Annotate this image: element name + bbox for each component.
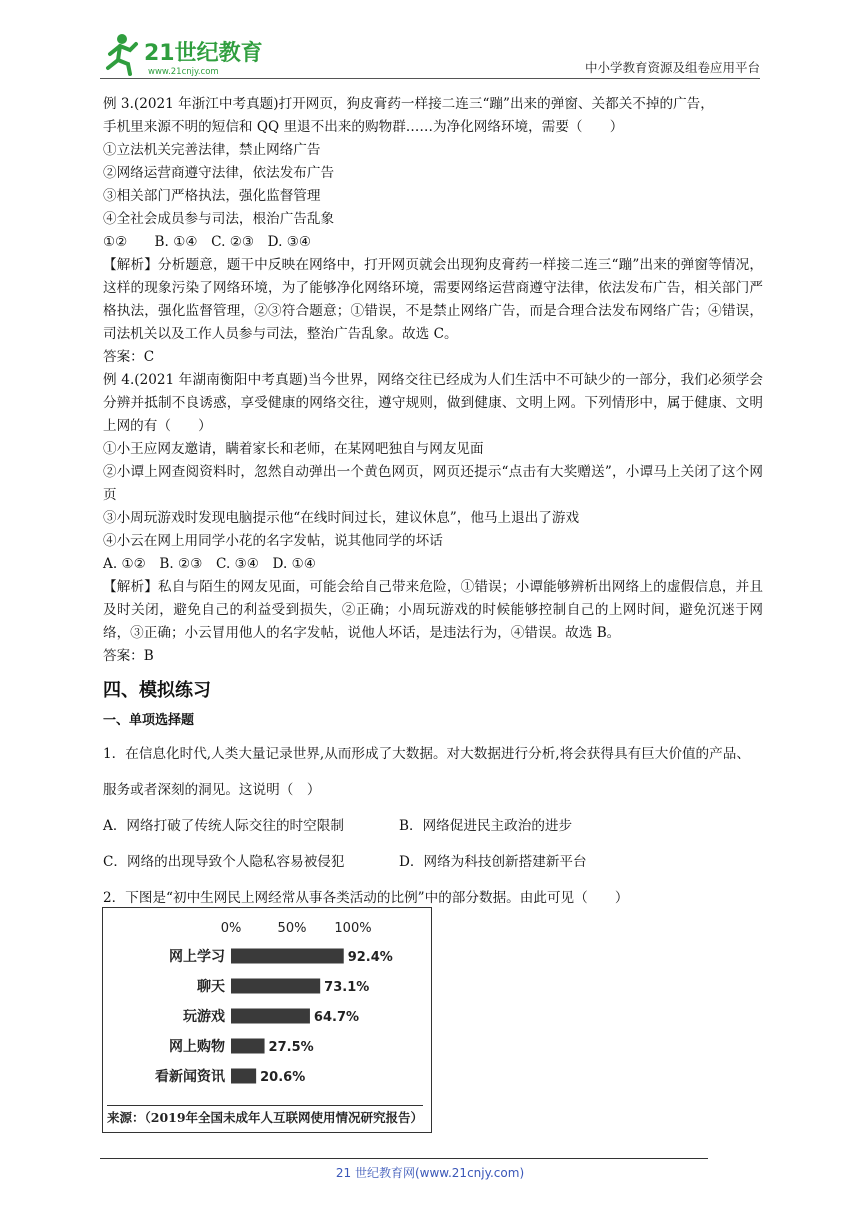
example3-item-1: ①立法机关完善法律，禁止网络广告 (103, 142, 321, 158)
example3-stem-line2: 手机里来源不明的短信和 QQ 里退不出来的购物群……为净化网络环境，需要（ ） (103, 119, 624, 135)
category-label: 网上购物 (169, 1039, 225, 1055)
header-platform-text: 中小学教育资源及组卷应用平台 (584, 60, 760, 75)
question1-options-row1 (103, 808, 763, 844)
category-label: 玩游戏 (183, 1009, 225, 1025)
question1-option-a: A．网络打破了传统人际交往的时空限制 (103, 818, 344, 834)
svg-text:www.21cnjy.com: www.21cnjy.com (148, 67, 219, 77)
section-title: 四、模拟练习 (103, 680, 211, 701)
bar (231, 1039, 265, 1054)
example3-item-2: ②网络运营商遵守法律，依法发布广告 (103, 165, 335, 181)
axis-tick-label: 50% (277, 921, 307, 936)
example4-item-1: ①小王应网友邀请，瞒着家长和老师，在某网吧独自与网友见面 (103, 441, 484, 457)
page-header (100, 28, 760, 80)
value-label: 92.4% (347, 950, 393, 965)
axis-tick-label: 0% (220, 921, 242, 936)
example4-stem: 例 4.(2021 年湖南衡阳中考真题)当今世界，网络交往已经成为人们生活中不可缺少的一部分，我们必须学会分辨并抵制不良诱惑，享受健康的网络交往，遵守规则，做到健康、文明上网。下列情形中，属于健康、文明上网的有（ ） (103, 372, 763, 434)
question1-option-c: C．网络的出现导致个人隐私容易被侵犯 (103, 854, 345, 870)
bar (231, 949, 344, 964)
footer-divider (100, 1158, 708, 1159)
section-subtitle: 一、单项选择题 (103, 713, 195, 728)
value-label: 64.7% (313, 1010, 360, 1025)
runner-icon (108, 34, 136, 74)
example3-item-4: ④全社会成员参与司法，根治广告乱象 (103, 211, 335, 227)
question1-option-b: B．网络促进民主政治的进步 (399, 818, 573, 834)
question1-stem: 1．在信息化时代,人类大量记录世界,从而形成了大数据。对大数据进行分析,将会获得具有巨大价值的产品、服务或者深刻的洞见。这说明（ ） (103, 746, 750, 798)
header-divider (100, 78, 760, 79)
example3-analysis: 【解析】分析题意，题干中反映在网络中，打开网页就会出现狗皮膏药一样接二连三“蹦”出来的弹窗等情况，这样的现象污染了网络环境，为了能够净化网络环境，需要网络运营商遵守法律，依法发布广告，相关部门严格执法，强化监督管理，②③符合题意；①错误，不是禁止网络广告，而是合理合法发布网络广告；④错误，司法机关以及工作人员参与司法，整治广告乱象。故选 C。 (103, 257, 763, 342)
example4-options: A. ①② B. ②③ C. ③④ D. ①④ (103, 556, 316, 572)
example4-analysis: 【解析】私自与陌生的网友见面，可能会给自己带来危险，①错误；小谭能够辨析出网络上的虚假信息，并且及时关闭，避免自己的利益受到损失，②正确；小周玩游戏的时候能够控制自己的上网时间，避免沉迷于网络，③正确；小云冒用他人的名字发帖，说他人坏话，是违法行为，④错误。故选 B。 (103, 579, 763, 641)
category-label: 看新闻资讯 (155, 1069, 225, 1085)
question1-option-d: D．网络为科技创新搭建新平台 (399, 854, 587, 870)
footer-link[interactable]: 21 世纪教育网(www.21cnjy.com) (335, 1166, 525, 1180)
value-label: 27.5% (268, 1040, 314, 1055)
chart-source: 来源：（2019年全国未成年人互联网使用情况研究报告） (107, 1105, 423, 1126)
bar (231, 1069, 256, 1084)
example3-item-3: ③相关部门严格执法，强化监督管理 (103, 188, 321, 204)
example3-options: ①② B. ①④ C. ②③ D. ③④ (103, 234, 312, 250)
logo (100, 30, 270, 78)
axis-tick-label: 100% (334, 921, 372, 936)
bar (231, 979, 320, 994)
value-label: 73.1% (324, 980, 370, 995)
activity-bar-chart (102, 907, 432, 1133)
bar (231, 1009, 310, 1024)
main-content (103, 93, 763, 916)
example4-item-2: ②小谭上网查阅资料时，忽然自动弹出一个黄色网页，网页还提示“点击有大奖赠送”，小谭马上关闭了这个网页 (103, 464, 763, 503)
category-label: 聊天 (197, 979, 225, 995)
category-label: 网上学习 (169, 949, 225, 965)
question1-options-row2 (103, 844, 763, 880)
question2-stem: 2．下图是“初中生网民上网经常从事各类活动的比例”中的部分数据。由此可见（ ） (103, 890, 629, 906)
example3-answer: 答案：C (103, 349, 155, 365)
example4-answer: 答案：B (103, 648, 154, 664)
value-label: 20.6% (260, 1070, 306, 1085)
svg-text:21世纪教育: 21世纪教育 (144, 41, 263, 66)
example4-item-4: ④小云在网上用同学小花的名字发帖，说其他同学的坏话 (103, 533, 443, 549)
example4-item-3: ③小周玩游戏时发现电脑提示他“在线时间过长，建议休息”，他马上退出了游戏 (103, 510, 580, 526)
chart-svg (103, 908, 430, 1098)
example3-stem-line1: 例 3.(2021 年浙江中考真题)打开网页，狗皮膏药一样接二连三“蹦”出来的弹窗、关都关不掉的广告， (103, 96, 714, 112)
